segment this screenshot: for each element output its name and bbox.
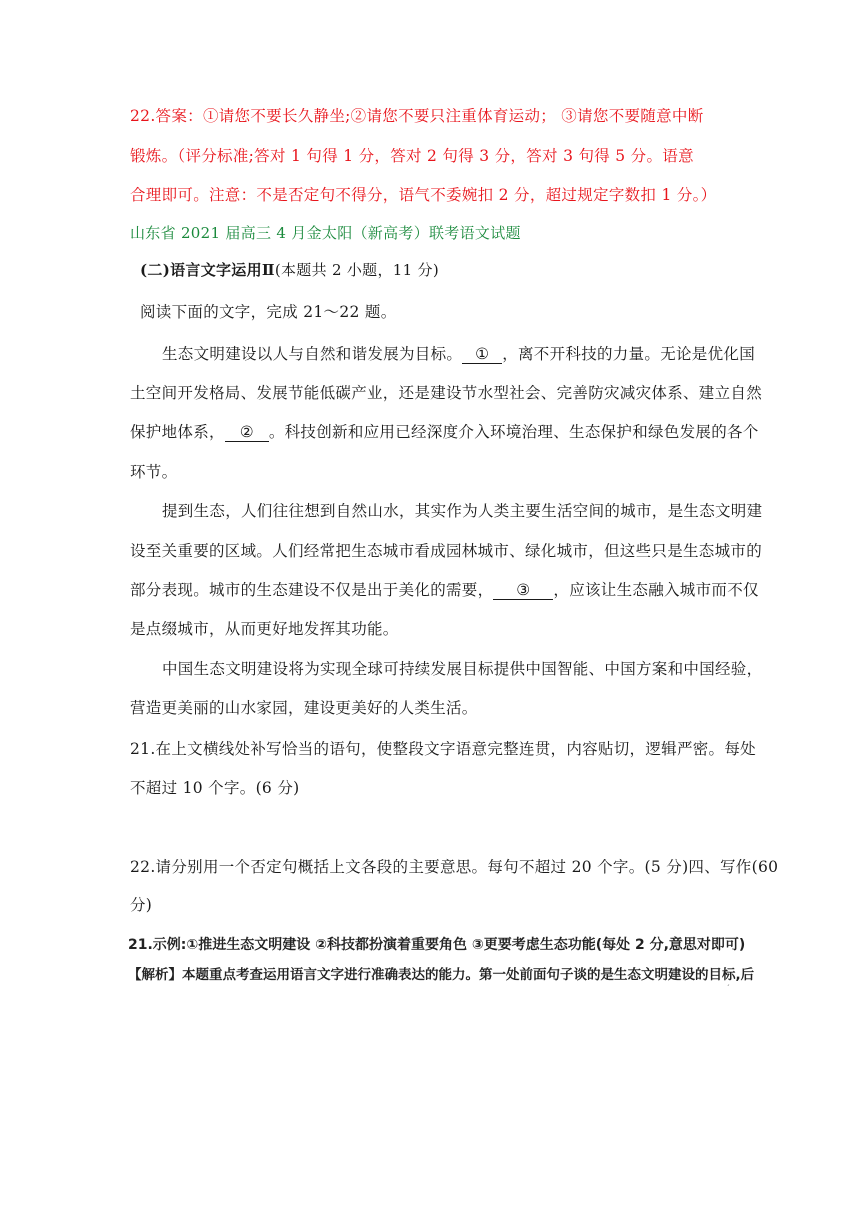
passage-text: 。科技创新和应用已经深度介入环境治理、生态保护和绿色发展的各个 <box>268 423 759 441</box>
scanned-analysis: 【解析】本题重点考查运用语言文字进行准确表达的能力。第一处前面句子谈的是生态文明建设的目标,后 <box>128 967 755 983</box>
blank-2: ② <box>225 424 269 442</box>
question-22-line-1: 22.请分别用一个否定句概括上文各段的主要意思。每句不超过 20 个字。(5 分)四、写作(60 <box>130 858 779 876</box>
answer-22-line-3: 合理即可。注意：不是否定句不得分，语气不委婉扣 2 分，超过规定字数扣 1 分。） <box>130 186 717 204</box>
passage-p3-line-1: 中国生态文明建设将为实现全球可持续发展目标提供中国智能、中国方案和中国经验， <box>162 660 763 678</box>
passage-p2-line-4: 是点缀城市，从而更好地发挥其功能。 <box>130 620 399 638</box>
passage-text: ，离不开科技的力量。无论是优化国 <box>502 345 756 363</box>
passage-text: 保护地体系， <box>130 423 225 441</box>
question-22-line-2: 分) <box>130 896 153 914</box>
section-heading <box>140 259 439 280</box>
passage-text: ，应该让生态融入城市而不仅 <box>553 581 759 599</box>
scan-mark: ˊ <box>726 984 730 993</box>
passage-p1-line-1 <box>162 342 755 364</box>
question-21-line-1: 21.在上文横线处补写恰当的语句，使整段文字语意完整连贯，内容贴切，逻辑严密。每处 <box>130 740 756 758</box>
passage-p3-line-2: 营造更美丽的山水家园，建设更美好的人类生活。 <box>130 699 478 717</box>
source-title: 山东省 2021 届高三 4 月金太阳（新高考）联考语文试题 <box>130 224 521 242</box>
blank-3: ③ <box>493 582 553 600</box>
passage-p1-line-3 <box>130 420 759 442</box>
passage-p2-line-3 <box>130 578 759 600</box>
passage-p1-line-2: 土空间开发格局、发展节能低碳产业，还是建设节水型社会、完善防灾减灾体系、建立自然 <box>130 384 763 402</box>
passage-text: 部分表现。城市的生态建设不仅是出于美化的需要， <box>130 581 494 599</box>
blank-1: ① <box>462 346 502 364</box>
section-note: (本题共 2 小题，11 分) <box>274 261 439 279</box>
answer-22-line-2: 锻炼。（评分标准;答对 1 句得 1 分，答对 2 句得 3 分，答对 3 句得 5 分。语意 <box>130 147 694 165</box>
passage-p1-line-4: 环节。 <box>130 463 178 481</box>
scanned-answer-21: 21.示例:①推进生态文明建设 ②科技都扮演着重要角色 ③更要考虑生态功能(每处 2 分,意思对即可) <box>128 937 746 953</box>
section-title: (二)语言文字运用Ⅱ <box>140 261 275 279</box>
question-21-line-2: 不超过 10 个字。(6 分) <box>130 779 300 797</box>
passage-text: 生态文明建设以人与自然和谐发展为目标。 <box>162 345 463 363</box>
passage-p2-line-1: 提到生态，人们往往想到自然山水，其实作为人类主要生活空间的城市，是生态文明建 <box>162 502 763 520</box>
passage-p2-line-2: 设至关重要的区域。人们经常把生态城市看成园林城市、绿化城市，但这些只是生态城市的 <box>130 542 763 560</box>
instruction: 阅读下面的文字，完成 21～22 题。 <box>140 303 397 321</box>
answer-22-line-1: 22.答案：①请您不要长久静坐;②请您不要只注重体育运动； ③请您不要随意中断 <box>130 107 704 125</box>
